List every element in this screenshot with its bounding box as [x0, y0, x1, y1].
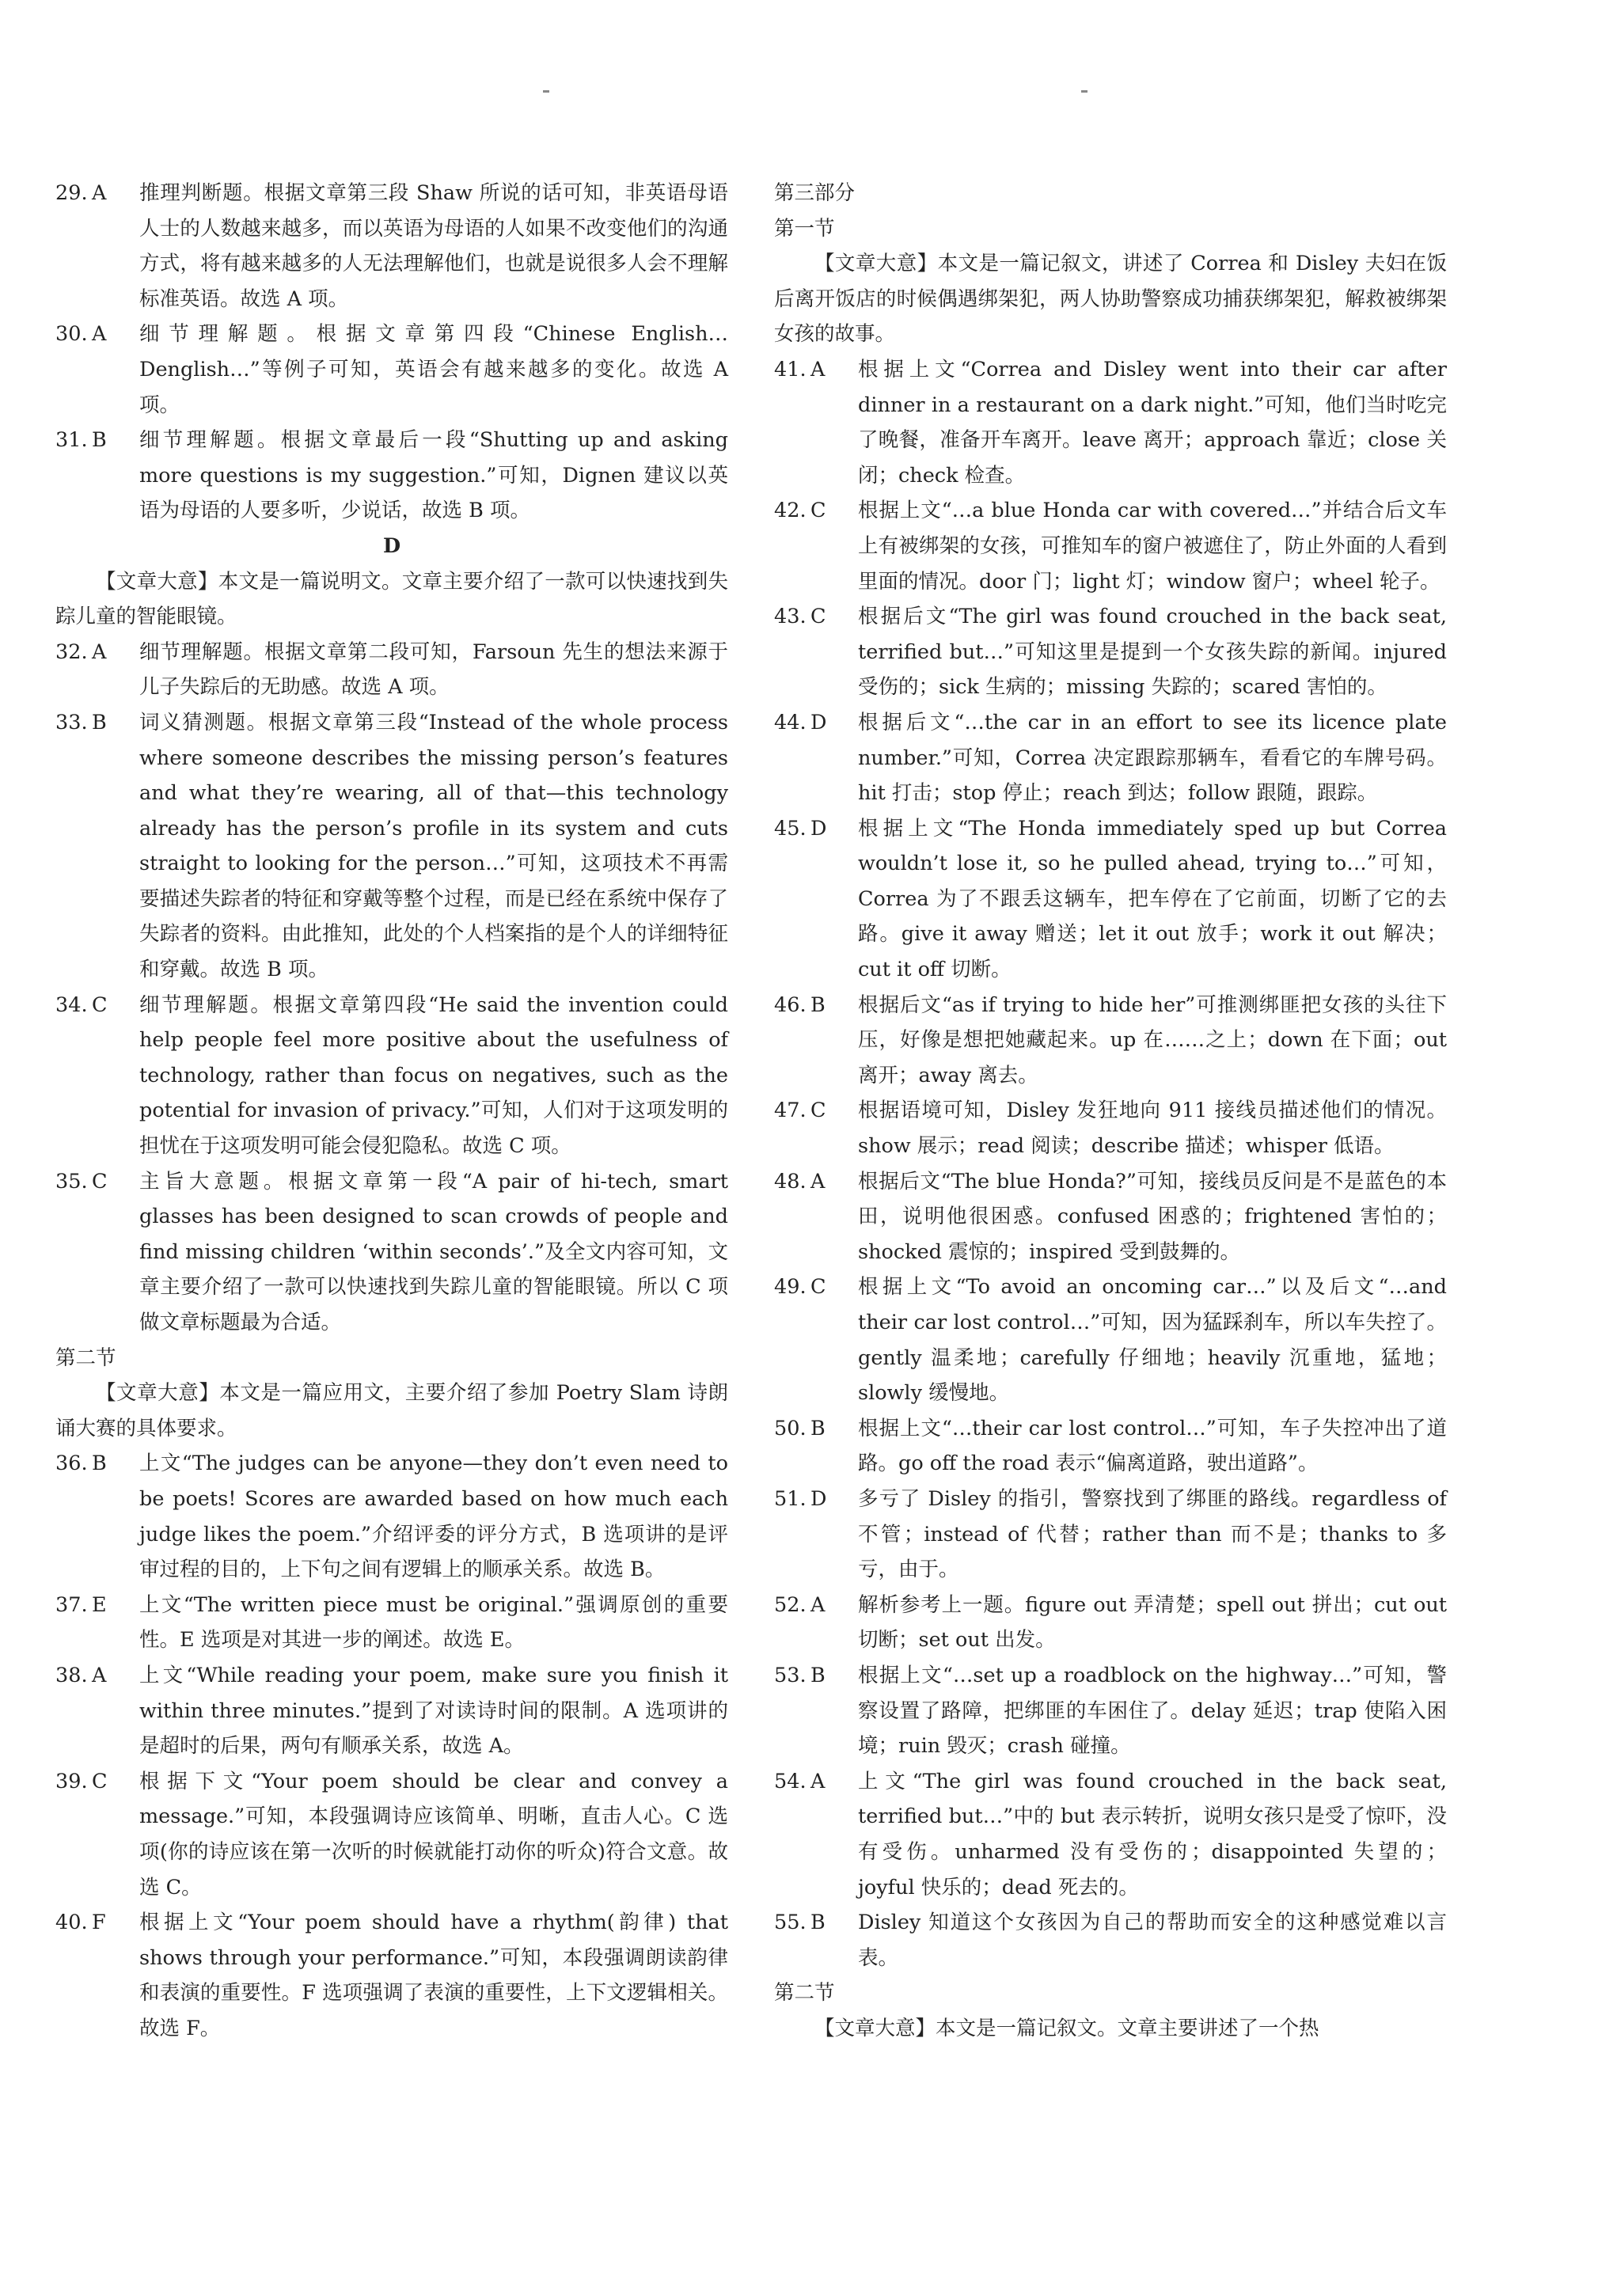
answer-list	[55, 635, 728, 1341]
question-number: 52.	[774, 1592, 807, 1617]
answer-letter: B	[810, 1416, 826, 1440]
explanation-text: 根据后文“The blue Honda?”可知，接线员反问是不是蓝色的本田，说明他很困惑。confused 困惑的；frightened 害怕的；shocked 震惊的；inspired 受到鼓舞的。	[858, 1169, 1447, 1264]
answer-item	[774, 811, 1447, 988]
answer-letter: C	[92, 1169, 108, 1194]
answer-letter: A	[810, 1769, 826, 1793]
question-number: 32.	[55, 639, 88, 664]
answer-letter: C	[810, 1099, 826, 1123]
answer-item	[774, 599, 1447, 705]
explanation-text: 上文“The girl was found crouched in the back seat, terrified but…”中的 but 表示转折，说明女孩只是受了惊吓，没有受伤。unharmed 没有受伤的；disappointed 失望的；joyful 快乐的；dead 死去的。	[858, 1769, 1447, 1899]
question-number: 37.	[55, 1592, 88, 1617]
answer-list	[55, 176, 728, 529]
question-number: 46.	[774, 992, 807, 1017]
answer-letter: D	[810, 710, 827, 734]
question-number: 47.	[774, 1099, 807, 1123]
answer-letter: B	[810, 992, 826, 1017]
question-number: 53.	[774, 1663, 807, 1687]
answer-item	[55, 1905, 728, 2046]
answer-item	[774, 1482, 1447, 1588]
answer-letter: A	[92, 181, 107, 205]
right-column	[774, 176, 1447, 2046]
question-number: 29.	[55, 181, 88, 205]
explanation-text: 根据上文“To avoid an oncoming car…”以及后文“…and their car lost control…”可知，因为猛踩刹车，所以车失控了。gently 温柔地；carefully 仔细地；heavily 沉重地，猛地；slowly 缓慢地。	[858, 1275, 1447, 1406]
answer-letter: B	[92, 710, 107, 734]
answer-item	[55, 1764, 728, 1905]
scan-mark	[1081, 90, 1087, 93]
section-d-heading: D	[382, 533, 401, 558]
question-number: 34.	[55, 992, 88, 1017]
answer-item	[55, 423, 728, 529]
answer-letter: A	[810, 357, 826, 381]
section-heading: 第一节	[774, 216, 835, 241]
question-number: 30.	[55, 322, 88, 347]
question-number: 35.	[55, 1169, 88, 1194]
explanation-text: 根据后文“…the car in an effort to see its licence plate number.”可知，Correa 决定跟踪那辆车，看看它的车牌号码。hit 打击；stop 停止；reach 到达；follow 跟随，跟踪。	[858, 710, 1447, 806]
question-number: 48.	[774, 1169, 807, 1194]
section-heading: 第二节	[774, 1981, 835, 2006]
explanation-text: 上文“The written piece must be original.”强调原创的重要性。E 选项是对其进一步的阐述。故选 E。	[139, 1592, 728, 1653]
explanation-text: 主旨大意题。根据文章第一段“A pair of hi-tech, smart glasses has been designed to scan crowds of people and find missing children ‘within seconds’.”及全文内容可知，文章主要介绍了一款可以快速找到失踪儿童的智能眼镜。所以 C 项做文章标题最为合适。	[139, 1169, 728, 1334]
answer-letter: B	[92, 1452, 107, 1476]
passage-summary: 【文章大意】本文是一篇记叙文，讲述了 Correa 和 Disley 夫妇在饭后离开饭店的时候偶遇绑架犯，两人协助警察成功捕获绑架犯，解救被绑架女孩的故事。	[774, 252, 1447, 347]
answer-letter: C	[92, 992, 108, 1017]
question-number: 44.	[774, 710, 807, 734]
explanation-text: 细节理解题。根据文章第二段可知，Farsoun 先生的想法来源于儿子失踪后的无助感。故选 A 项。	[139, 639, 728, 700]
answer-letter: A	[810, 1592, 826, 1617]
explanation-text: 根据上文“Correa and Disley went into their car after dinner in a restaurant on a dark night.”可知，他们当时吃完了晚餐，准备开车离开。leave 离开；approach 靠近；close 关闭；check 检查。	[858, 357, 1447, 488]
answer-letter: A	[92, 639, 107, 664]
explanation-text: Disley 知道这个女孩因为自己的帮助而安全的这种感觉难以言表。	[858, 1911, 1447, 1970]
answer-letter: E	[92, 1592, 107, 1617]
answer-letter: A	[92, 1663, 107, 1687]
explanation-text: 推理判断题。根据文章第三段 Shaw 所说的话可知，非英语母语人士的人数越来越多，而以英语为母语的人如果不改变他们的沟通方式，将有越来越多的人无法理解他们，也就是说很多人会不理解标准英语。故选 A 项。	[139, 181, 728, 311]
answer-letter: B	[810, 1911, 826, 1935]
answer-item	[55, 988, 728, 1164]
explanation-text: 根据下文“Your poem should be clear and convey a message.”可知，本段强调诗应该简单、明晰，直击人心。C 选项(你的诗应该在第一次听的时候就能打动你的听众)符合文意。故选 C。	[139, 1769, 728, 1899]
explanation-text: 上文“While reading your poem, make sure you finish it within three minutes.”提到了对读诗时间的限制。A 选项讲的是超时的后果，两句有顺承关系，故选 A。	[139, 1663, 728, 1759]
answer-item	[774, 1411, 1447, 1482]
answer-letter: A	[92, 322, 107, 347]
answer-item	[774, 1658, 1447, 1764]
answer-item	[774, 1905, 1447, 1975]
answer-letter: F	[92, 1911, 106, 1935]
explanation-text: 根据上文“The Honda immediately sped up but Correa wouldn’t lose it, so he pulled ahead, trying to…”可知，Correa 为了不跟丢这辆车，把车停在了它前面，切断了它的去路。give it away 赠送；let it out 放手；work it out 解决；cut it off 切断。	[858, 816, 1447, 982]
passage-summary: 【文章大意】本文是一篇应用文，主要介绍了参加 Poetry Slam 诗朗诵大赛的具体要求。	[55, 1381, 728, 1440]
explanation-text: 根据上文“…their car lost control…”可知，车子失控冲出了道路。go off the road 表示“偏离道路，驶出道路”。	[858, 1416, 1447, 1476]
answer-list	[774, 352, 1447, 1975]
answer-item	[55, 1658, 728, 1764]
question-number: 43.	[774, 605, 807, 629]
answer-item	[774, 1093, 1447, 1163]
explanation-text: 解析参考上一题。figure out 弄清楚；spell out 拼出；cut out 切断；set out 出发。	[858, 1592, 1447, 1653]
answer-item	[55, 705, 728, 988]
answer-item	[774, 1588, 1447, 1658]
answer-item	[55, 1446, 728, 1587]
question-number: 40.	[55, 1911, 88, 1935]
answer-letter: C	[810, 605, 826, 629]
passage-summary: 【文章大意】本文是一篇记叙文。文章主要讲述了一个热	[814, 2016, 1319, 2040]
answer-letter: C	[92, 1769, 108, 1793]
question-number: 45.	[774, 816, 807, 841]
answer-list	[55, 1446, 728, 2046]
answer-letter: A	[810, 1169, 826, 1194]
answer-item	[55, 1588, 728, 1658]
left-column	[55, 176, 728, 2046]
question-number: 36.	[55, 1452, 88, 1476]
answer-letter: D	[810, 1486, 827, 1511]
answer-letter: C	[810, 499, 826, 523]
answer-item	[55, 317, 728, 423]
passage-summary: 【文章大意】本文是一篇说明文。文章主要介绍了一款可以快速找到失踪儿童的智能眼镜。	[55, 569, 728, 629]
answer-item	[774, 705, 1447, 811]
question-number: 55.	[774, 1911, 807, 1935]
answer-item	[55, 176, 728, 317]
answer-item	[774, 493, 1447, 599]
answer-item	[774, 988, 1447, 1094]
explanation-text: 细节理解题。根据文章最后一段“Shutting up and asking more questions is my suggestion.”可知，Dignen 建议以英语为母语的人要多听，少说话，故选 B 项。	[139, 428, 728, 523]
answer-letter: B	[92, 428, 107, 453]
scan-mark	[543, 90, 549, 93]
answer-item	[774, 1764, 1447, 1905]
explanation-text: 上文“The judges can be anyone—they don’t even need to be poets! Scores are awarded based on how much each judge likes the poem.”介绍评委的评分方式，B 选项讲的是评审过程的目的，上下句之间有逻辑上的顺承关系。故选 B。	[139, 1452, 728, 1582]
question-number: 41.	[774, 357, 807, 381]
explanation-text: 根据语境可知，Disley 发狂地向 911 接线员描述他们的情况。show 展示；read 阅读；describe 描述；whisper 低语。	[858, 1099, 1447, 1159]
answer-letter: C	[810, 1275, 826, 1300]
explanation-text: 细节理解题。根据文章第四段“Chinese English…Denglish…”等例子可知，英语会有越来越多的变化。故选 A 项。	[139, 322, 728, 417]
explanation-text: 根据上文“…a blue Honda car with covered…”并结合后文车上有被绑架的女孩，可推知车的窗户被遮住了，防止外面的人看到里面的情况。door 门；light 灯；window 窗户；wheel 轮子。	[858, 499, 1447, 594]
explanation-text: 多亏了 Disley 的指引，警察找到了绑匪的路线。regardless of 不管；instead of 代替；rather than 而不是；thanks to 多亏，由于。	[858, 1486, 1447, 1582]
answer-letter: D	[810, 816, 827, 841]
section-heading: 第二节	[55, 1345, 116, 1370]
question-number: 54.	[774, 1769, 807, 1793]
question-number: 38.	[55, 1663, 88, 1687]
question-number: 31.	[55, 428, 88, 453]
answer-item	[55, 635, 728, 705]
explanation-text: 根据上文“Your poem should have a rhythm(韵律) that shows through your performance.”可知，本段强调朗读韵律和表演的重要性。F 选项强调了表演的重要性，上下文逻辑相关。故选 F。	[139, 1911, 728, 2040]
question-number: 50.	[774, 1416, 807, 1440]
answer-item	[774, 352, 1447, 493]
answer-item	[774, 1164, 1447, 1270]
answer-letter: B	[810, 1663, 826, 1687]
explanation-text: 细节理解题。根据文章第四段“He said the invention could help people feel more positive about the usefulness of technology, rather than focus on negatives, such as the potential for invasion of privacy.”可知，人们对于这项发明的担忧在于这项发明可能会侵犯隐私。故选 C 项。	[139, 992, 728, 1159]
question-number: 39.	[55, 1769, 88, 1793]
explanation-text: 根据上文“…set up a roadblock on the highway…”可知，警察设置了路障，把绑匪的车困住了。delay 延迟；trap 使陷入困境；ruin 毁灭；crash 碰撞。	[858, 1663, 1447, 1759]
question-number: 49.	[774, 1275, 807, 1300]
question-number: 42.	[774, 499, 807, 523]
question-number: 33.	[55, 710, 88, 734]
answer-item	[774, 1269, 1447, 1410]
explanation-text: 根据后文“The girl was found crouched in the back seat, terrified but…”可知这里是提到一个女孩失踪的新闻。injured 受伤的；sick 生病的；missing 失踪的；scared 害怕的。	[858, 605, 1447, 700]
question-number: 51.	[774, 1486, 807, 1511]
explanation-text: 根据后文“as if trying to hide her”可推测绑匪把女孩的头往下压，好像是想把她藏起来。up 在……之上；down 在下面；out 离开；away 离去。	[858, 992, 1447, 1087]
explanation-text: 词义猜测题。根据文章第三段“Instead of the whole process where someone describes the missing person’s features and what they’re wearing, all of that—this technology already has the person’s profile in its system and cuts straight to looking for the person…”可知，这项技术不再需要描述失踪者的特征和穿戴等整个过程，而是已经在系统中保存了失踪者的资料。由此推知，此处的个人档案指的是个人的详细特征和穿戴。故选 B 项。	[139, 710, 728, 982]
part-heading: 第三部分	[774, 181, 856, 205]
answer-item	[55, 1164, 728, 1341]
